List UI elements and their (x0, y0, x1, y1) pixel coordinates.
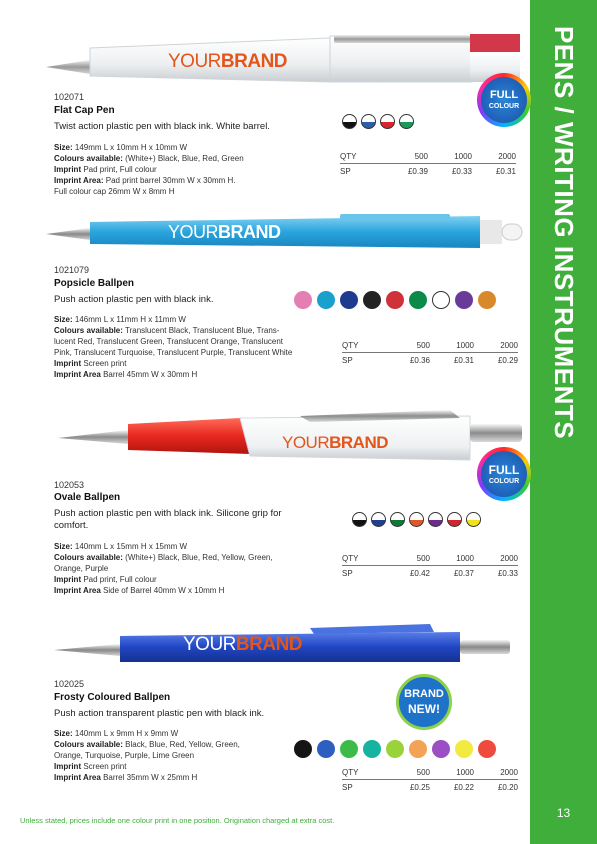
colour-swatch (294, 291, 312, 309)
section-title: PENS / WRITING INSTRUMENTS (549, 26, 579, 440)
product-description: Push action plastic pen with black ink. Silicone grip for comfort. (54, 508, 282, 531)
colour-swatch (386, 291, 404, 309)
colour-swatch (478, 291, 496, 309)
colour-swatch (371, 512, 386, 527)
colour-swatch (455, 291, 473, 309)
colour-swatch (340, 740, 358, 758)
price-table: QTY 500 1000 2000 SP £0.25 £0.22 £0.20 (342, 765, 518, 794)
full-colour-badge: FULL COLOUR (477, 447, 531, 501)
product-specs: Size: 140mm L x 9mm H x 9mm W Colours available: Black, Blue, Red, Yellow, Green, Orange, Turquoise, Purple, Lime Green Imprint Screen print Imprint Area Barrel 35mm W x 25mm H (54, 729, 240, 782)
colour-swatch (363, 740, 381, 758)
colour-swatch (466, 512, 481, 527)
colour-swatches (352, 512, 481, 527)
colour-swatch (294, 740, 312, 758)
full-colour-badge: FULL COLOUR (477, 73, 531, 127)
brand-text: YOURBRAND (282, 433, 389, 452)
colour-swatch (390, 512, 405, 527)
colour-swatch (409, 291, 427, 309)
colour-swatches (342, 114, 414, 129)
page-number: 13 (556, 806, 571, 820)
popsicle-ballpen-image (40, 208, 530, 256)
product-specs: Size: 140mm L x 15mm H x 15mm W Colours available: (White+) Black, Blue, Red, Yellow, Green, Orange, Purple Imprint Pad print, Full colour Imprint Area Side of Barrel 40mm W x 10mm H (54, 542, 273, 595)
price-table: QTY 500 1000 2000 SP £0.36 £0.31 £0.29 (342, 338, 518, 367)
product-code: 102071 (54, 92, 85, 102)
colour-swatch (455, 740, 473, 758)
colour-swatch (317, 291, 335, 309)
product-description: Push action plastic pen with black ink. (54, 294, 214, 305)
colour-swatches (294, 740, 496, 758)
colour-swatch (447, 512, 462, 527)
colour-swatch (363, 291, 381, 309)
product-name: Frosty Coloured Ballpen (54, 692, 171, 703)
product-specs: Size: 149mm L x 10mm H x 10mm W Colours available: (White+) Black, Blue, Red, Green Imprint Pad print, Full colour Imprint Area: Pad print barrel 30mm W x 30mm H. Full colour cap 26mm W x 8mm H (54, 143, 244, 196)
colour-swatch (340, 291, 358, 309)
product-code: 102053 (54, 480, 85, 490)
product-code: 1021079 (54, 265, 90, 275)
colour-swatch (399, 114, 414, 129)
product-name: Popsicle Ballpen (54, 278, 135, 289)
colour-swatch (380, 114, 395, 129)
colour-swatch (432, 291, 450, 309)
product-code: 102025 (54, 679, 85, 689)
colour-swatch (352, 512, 367, 527)
colour-swatch (317, 740, 335, 758)
colour-swatch (361, 114, 376, 129)
product-specs: Size: 146mm L x 11mm H x 11mm W Colours available: Translucent Black, Translucent Blue, Trans- lucent Red, Translucent Green, Translucent Orange, Translucent Pink, Translucent Turquoise, Translucent Purple, Translucent White Imprint Screen print Imprint Area Barrel 45mm W x 30mm H (54, 315, 293, 379)
colour-swatch (409, 740, 427, 758)
brand-text: YOURBRAND (183, 634, 303, 655)
brand-new-badge: BRAND NEW! (396, 674, 452, 730)
product-name: Flat Cap Pen (54, 105, 115, 116)
colour-swatch (428, 512, 443, 527)
colour-swatch (478, 740, 496, 758)
product-name: Ovale Ballpen (54, 492, 121, 503)
price-table: QTY 500 1000 2000 SP £0.42 £0.37 £0.33 (342, 551, 518, 580)
product-description: Twist action plastic pen with black ink. White barrel. (54, 121, 270, 132)
brand-text: YOURBRAND (168, 222, 281, 242)
price-table: QTY 500 1000 2000 SP £0.39 £0.33 £0.31 (340, 149, 516, 178)
product-description: Push action transparent plastic pen with black ink. (54, 708, 265, 719)
footer-note: Unless stated, prices include one colour print in one position. Origination charged at extra cost. (20, 816, 335, 825)
brand-text: YOURBRAND (168, 51, 288, 72)
colour-swatch (342, 114, 357, 129)
colour-swatch (386, 740, 404, 758)
colour-swatches (294, 291, 496, 309)
colour-swatch (409, 512, 424, 527)
colour-swatch (432, 740, 450, 758)
